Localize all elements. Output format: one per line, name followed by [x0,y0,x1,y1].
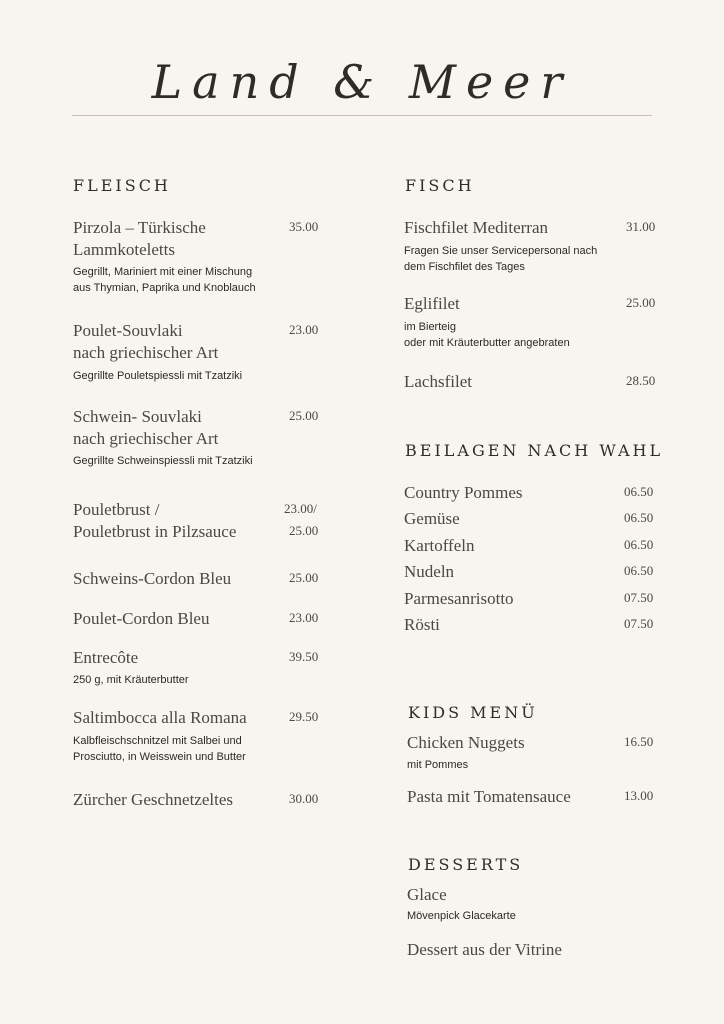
item-price: 29.50 [289,709,319,724]
item-name: Pirzola – Türkische [73,218,206,237]
item-price: 07.50 [624,616,654,631]
item-name: Gemüse [404,509,460,528]
item-name: Rösti [404,615,440,634]
item-description: Fragen Sie unser Servicepersonal nach [404,245,598,257]
item-price: 25.00 [626,295,656,310]
item-name: Saltimbocca alla Romana [73,708,247,727]
item-price: 23.00/ [284,501,317,516]
item-name: Country Pommes [404,483,523,502]
item-name: Glace [407,885,447,904]
item-price: 30.00 [289,791,319,806]
item-name: Schweins-Cordon Bleu [73,569,232,588]
item-name: Poulet-Cordon Bleu [73,609,210,628]
item-name: Chicken Nuggets [407,733,525,752]
item-name-line2: Pouletbrust in Pilzsauce [73,522,237,541]
item-price: 25.00 [289,570,319,585]
item-price: 23.00 [289,610,319,625]
item-name: Parmesanrisotto [404,589,514,608]
item-price: 31.00 [626,219,656,234]
item-name: Nudeln [404,562,455,581]
item-description-line2: aus Thymian, Paprika und Knoblauch [73,282,256,294]
item-price: 07.50 [624,590,654,605]
restaurant-name: Land & Meer [151,55,573,109]
item-name: Pasta mit Tomatensauce [407,787,571,806]
item-name: Eglifilet [404,294,460,313]
item-name-line2: nach griechischer Art [73,429,219,448]
item-name: Dessert aus der Vitrine [407,940,562,959]
item-name-line2: Lammkoteletts [73,240,175,259]
item-price: 25.00 [289,408,319,423]
item-description: 250 g, mit Kräuterbutter [73,674,189,686]
item-price: 39.50 [289,649,319,664]
section-heading-desserts: DESSERTS [408,855,524,874]
restaurant-logo [0,40,724,120]
item-description: Kalbfleischschnitzel mit Salbei und [73,735,242,747]
item-description: Gegrillte Schweinspiessli mit Tzatziki [73,455,253,467]
item-description: mit Pommes [407,759,469,771]
item-price: 35.00 [289,219,319,234]
item-price: 13.00 [624,788,654,803]
item-description: im Bierteig [404,321,456,333]
item-description: Gegrillte Pouletspiessli mit Tzatziki [73,370,243,382]
item-description: Gegrillt, Mariniert mit einer Mischung [73,266,253,278]
item-price-alt: 25.00 [289,523,319,538]
item-description-line2: Prosciutto, in Weisswein und Butter [73,751,246,763]
item-price: 06.50 [624,537,654,552]
section-heading-fleisch: FLEISCH [73,176,171,195]
section-heading-beilagen: BEILAGEN NACH WAHL [405,441,664,460]
item-name: Entrecôte [73,648,139,667]
section-heading-fisch: FISCH [405,176,475,195]
item-price: 28.50 [626,373,656,388]
item-name: Kartoffeln [404,536,475,555]
item-name: Pouletbrust / [73,500,160,519]
item-description: Mövenpick Glacekarte [407,910,516,922]
item-name: Zürcher Geschnetzeltes [73,790,233,809]
item-description-line2: oder mit Kräuterbutter angebraten [404,337,570,349]
item-name: Poulet-Souvlaki [73,321,183,340]
header-divider [72,115,652,116]
item-name: Schwein- Souvlaki [73,407,202,426]
item-name: Lachsfilet [404,372,472,391]
item-price: 06.50 [624,484,654,499]
item-name-line2: nach griechischer Art [73,343,219,362]
item-price: 06.50 [624,510,654,525]
section-heading-kids: KIDS MENÜ [408,703,538,722]
item-price: 16.50 [624,734,654,749]
item-price: 23.00 [289,322,319,337]
item-name: Fischfilet Mediterran [404,218,548,237]
item-price: 06.50 [624,563,654,578]
item-description-line2: dem Fischfilet des Tages [404,261,525,273]
